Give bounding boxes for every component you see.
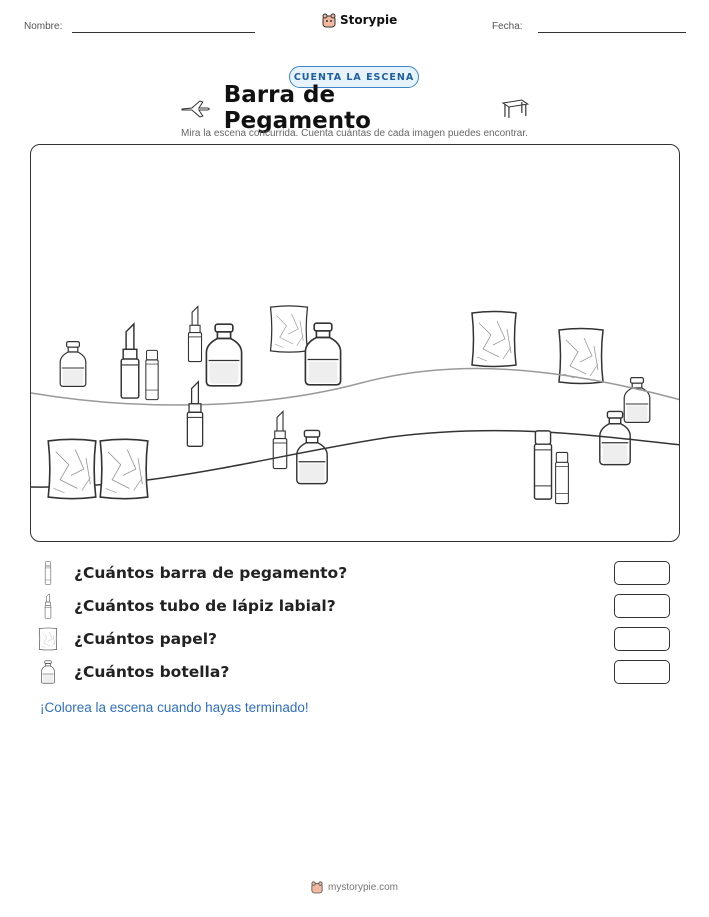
page-title: Barra de Pegamento [223, 82, 371, 134]
lipstick-icon [187, 382, 202, 447]
bottle-icon [305, 323, 340, 385]
question-row [38, 659, 678, 685]
date-label: Fecha: [492, 21, 523, 32]
question-text: ¿Cuántos barra de pegamento? [74, 564, 348, 582]
answer-box[interactable] [614, 594, 670, 618]
name-field[interactable] [72, 32, 255, 33]
question-text: ¿Cuántos botella? [74, 663, 230, 681]
question-row [38, 560, 678, 586]
glue-stick-icon [556, 452, 569, 503]
glue-stick-icon [146, 350, 158, 399]
glue-stick-icon [42, 561, 54, 585]
lipstick-icon [188, 306, 201, 361]
bottle-icon [60, 342, 86, 387]
answer-box[interactable] [614, 660, 670, 684]
instructions: Mira la escena concurrida. Cuenta cuántas de cada imagen puedes encontrar. [181, 128, 528, 139]
storypie-mascot-icon [322, 12, 336, 28]
question-text: ¿Cuántos papel? [74, 630, 218, 648]
table-icon [500, 97, 530, 119]
airplane-icon [180, 98, 212, 118]
activity-badge: CUENTA LA ESCENA [289, 66, 419, 88]
lipstick-icon [273, 412, 287, 469]
date-field[interactable] [538, 32, 686, 33]
bottle-icon [40, 660, 56, 684]
bottle-icon [297, 430, 327, 483]
answer-box[interactable] [614, 627, 670, 651]
paper-icon [271, 306, 308, 352]
question-text: ¿Cuántos tubo de lápiz labial? [74, 597, 336, 615]
bottle-icon [206, 324, 241, 386]
footer-url[interactable]: mystorypie.com [327, 881, 398, 893]
lipstick-icon [121, 324, 139, 398]
answer-box[interactable] [614, 561, 670, 585]
scene-illustration [31, 145, 680, 542]
brand-logo [322, 12, 397, 28]
paper-icon [48, 439, 96, 498]
question-row [38, 626, 678, 652]
paper-icon [38, 627, 58, 651]
lipstick-icon [43, 593, 53, 619]
paper-icon [100, 439, 148, 498]
question-row [38, 593, 678, 619]
brand-name: Storypie [340, 13, 398, 27]
paper-icon [472, 312, 516, 367]
storypie-mascot-icon [311, 880, 323, 894]
glue-stick-icon [534, 431, 551, 499]
footer [0, 880, 709, 894]
bottle-icon [624, 378, 650, 423]
coloring-note: ¡Colorea la escena cuando hayas terminado! [40, 700, 309, 715]
scene-panel[interactable] [30, 144, 680, 542]
name-label: Nombre: [24, 21, 63, 32]
